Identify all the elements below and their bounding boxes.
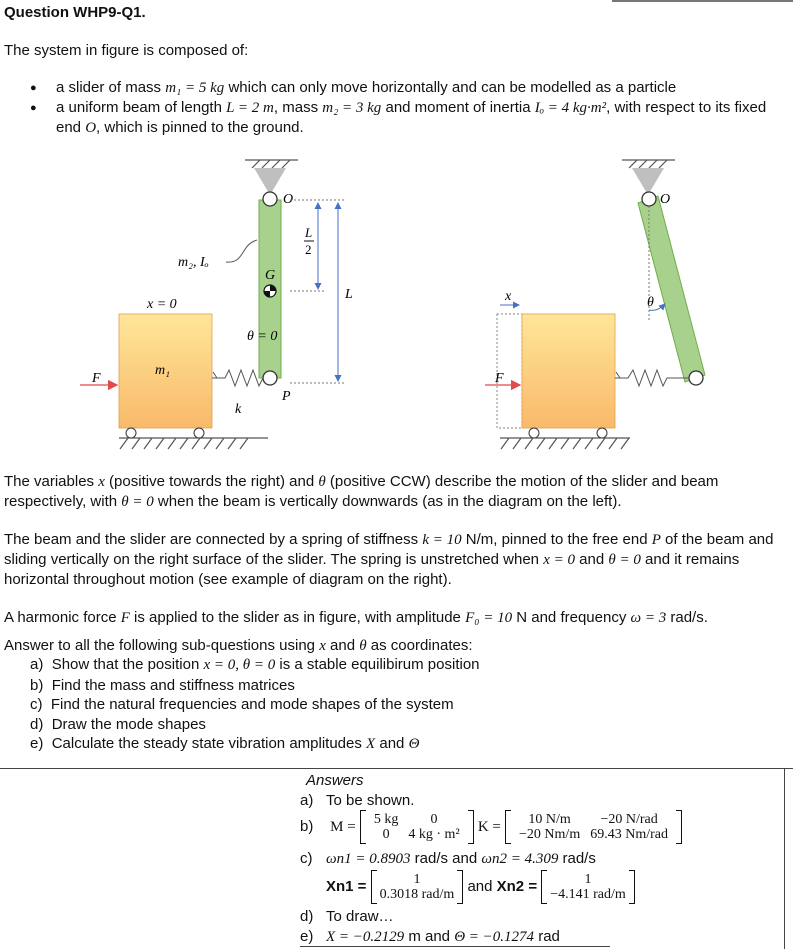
pivot-O-circle-right — [642, 192, 656, 206]
list-item: c) Find the natural frequencies and mode shapes of the system — [30, 696, 454, 713]
spring-pin — [213, 372, 217, 378]
label-F-right: F — [495, 371, 504, 386]
label-O: O — [283, 192, 294, 207]
pivot-support — [254, 168, 286, 195]
answer-d: d) To draw… — [300, 908, 394, 925]
label-theta-zero: θ = 0 — [247, 329, 278, 344]
label-k: k — [235, 402, 242, 417]
list-item: a) Show that the position x = 0, θ = 0 is a stable equilibirum position — [30, 656, 480, 673]
subquestion-list — [30, 655, 480, 755]
question-title: Question WHP9-Q1. — [4, 4, 146, 21]
spring — [212, 370, 263, 386]
label-L: L — [345, 287, 353, 302]
answer-b: b) M = 5 kg 0 0 4 kg · m² K = 10 N/m −20 N/rad −20 Nm/m 69.43 Nm/rad — [300, 810, 682, 844]
label-theta: θ — [647, 295, 654, 310]
answer-c: c) ωn1 = 0.8903 rad/s and ωn2 = 4.309 rad/s — [300, 850, 596, 867]
wheel-left-right — [529, 428, 539, 438]
label-half-L-den: 2 — [305, 242, 312, 257]
left-diagram — [80, 160, 353, 449]
ground-hatch-top-right — [622, 160, 675, 168]
component-list — [30, 78, 785, 138]
spring-right — [615, 370, 689, 386]
system-figure — [0, 150, 793, 450]
center-of-mass-icon — [264, 285, 276, 297]
beam-tilted — [638, 196, 705, 382]
wheel-right-right — [597, 428, 607, 438]
paragraph-instructions: Answer to all the following sub-questions using x and θ as coordinates: — [4, 637, 473, 654]
intro-text: The system in figure is composed of: — [4, 42, 249, 59]
wheel-left — [126, 428, 136, 438]
mass-matrix: 5 kg 0 0 4 kg · m² — [360, 810, 474, 844]
paragraph-spring: The beam and the slider are connected by a spring of stiffness k = 10 N/m, pinned to the free end P of the beam and sliding vertically on the right surface of the slider. The spring is unstretched when x = 0 and θ = 0 and it remains horizontal throughout motion (see example of diagram on the right). — [4, 531, 774, 588]
label-F: F — [92, 371, 101, 386]
answers-side-rule — [784, 768, 785, 949]
pivot-O-circle — [263, 192, 277, 206]
spring-pin-right — [616, 372, 620, 378]
list-item: ● a uniform beam of length L = 2 m, mass m₂ = 3 kg and moment of inertia Iₒ = 4 kg·m², with respect to its fixed end O, which is pinned to the ground. — [30, 98, 785, 138]
answers-heading: Answers — [306, 772, 364, 789]
label-x-zero: x = 0 — [147, 297, 177, 312]
wheel-right — [194, 428, 204, 438]
leader-curve — [226, 240, 257, 262]
list-item: b) Find the mass and stiffness matrices — [30, 676, 295, 694]
ground-hatch-bottom — [119, 438, 268, 449]
slider-block-right — [522, 314, 615, 428]
pivot-support-right — [632, 168, 664, 195]
label-P: P — [282, 389, 291, 404]
ground-hatch-top — [245, 160, 298, 168]
answers-bottom-rule — [300, 946, 610, 947]
mode-vector-1: 1 0.3018 rad/m — [371, 870, 464, 904]
mode-vector-2: 1 −4.141 rad/m — [541, 870, 635, 904]
list-item: ● a slider of mass m₁ = 5 kg which can only move horizontally and can be modelled as a particle — [30, 78, 785, 98]
beam-end-P-circle — [263, 371, 277, 385]
label-G: G — [265, 268, 276, 283]
list-item: d) Draw the mode shapes — [30, 715, 206, 733]
top-rule — [612, 0, 793, 2]
answer-modes: Xn1 = 1 0.3018 rad/m and Xn2 = 1 −4.141 rad/m — [326, 870, 635, 904]
label-x: x — [505, 289, 512, 304]
paragraph-force: A harmonic force F is applied to the slider as in figure, with amplitude F₀ = 10 N and frequency ω = 3 rad/s. — [4, 609, 708, 626]
label-m2-Io: m₂, Iₒ — [178, 255, 209, 270]
label-half-L-num: L — [305, 225, 313, 240]
label-O-right: O — [660, 192, 671, 207]
beam-end-circle-right — [689, 371, 703, 385]
right-diagram — [485, 160, 705, 449]
answer-e: e) X = −0.2129 m and Θ = −0.1274 rad — [300, 928, 560, 945]
paragraph-variables: The variables x (positive towards the right) and θ (positive CCW) describe the motion of the slider and beam respectively, with θ = 0 when the beam is vertically downwards (as in the diagram on the left). — [4, 473, 719, 510]
stiffness-matrix: 10 N/m −20 N/rad −20 Nm/m 69.43 Nm/rad — [505, 810, 682, 844]
answer-a: a) To be shown. — [300, 792, 415, 809]
list-item: e) Calculate the steady state vibration amplitudes X and Θ — [30, 735, 420, 752]
ground-hatch-bottom-right — [500, 438, 630, 449]
label-m1: m₁ — [155, 363, 170, 378]
answers-divider — [0, 768, 793, 769]
